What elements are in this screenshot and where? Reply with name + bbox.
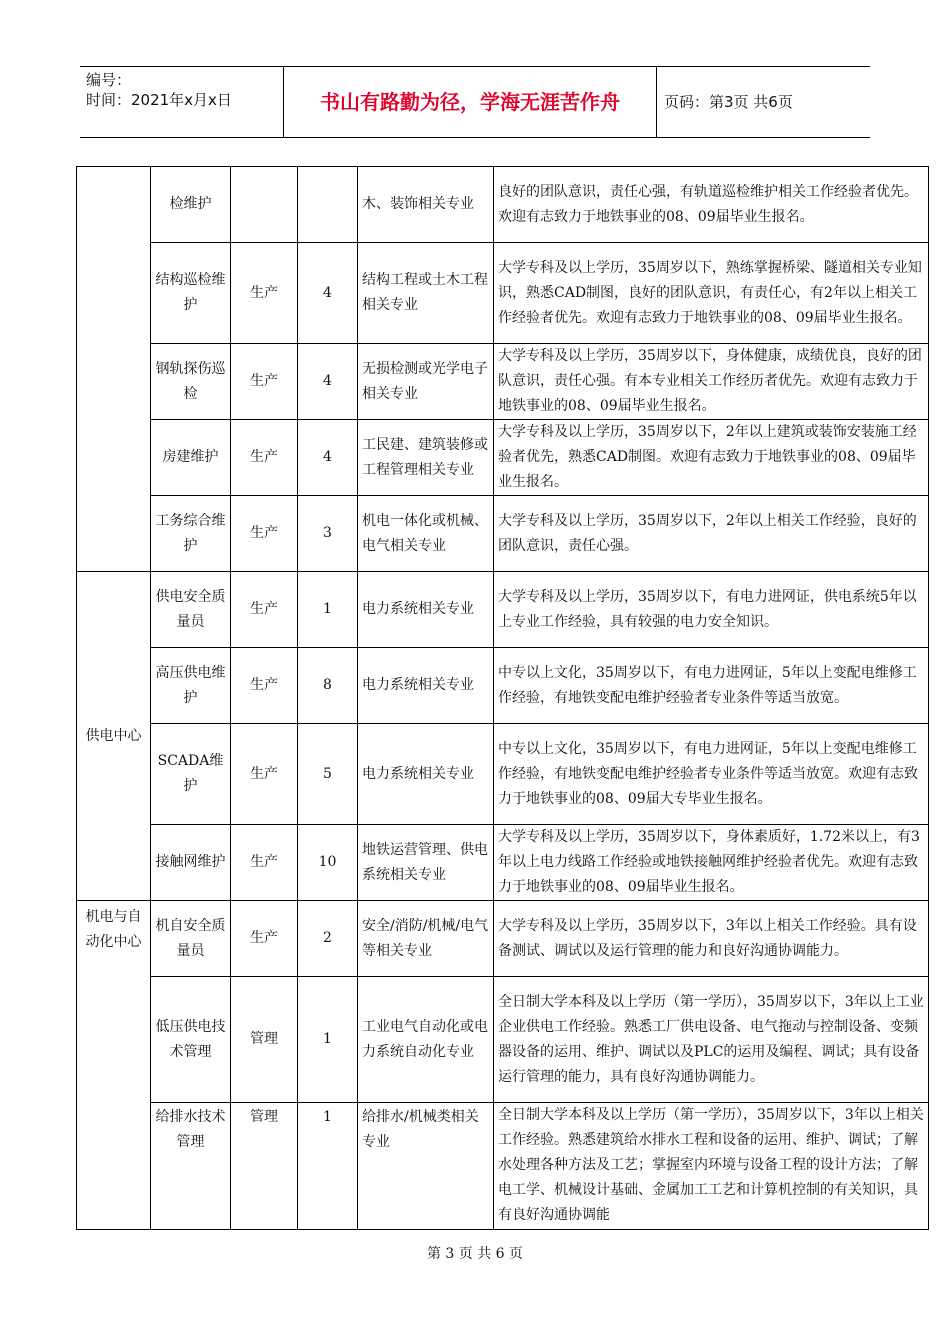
post-cell: 高压供电维护 [151,648,231,724]
count-cell: 10 [298,825,358,901]
type-cell [231,167,298,243]
requirement-cell: 中专以上文化，35周岁以下，有电力进网证，5年以上变配电维修工作经验，有地铁变配电维护经验者专业条件等适当放宽。 [494,648,929,724]
major-cell: 地铁运营管理、供电系统相关专业 [358,825,494,901]
count-cell: 8 [298,648,358,724]
table-row [77,243,929,344]
count-cell: 4 [298,344,358,420]
type-cell: 生产 [231,420,298,496]
post-cell: 机自安全质量员 [151,901,231,977]
table-row [77,724,929,825]
requirement-cell: 大学专科及以上学历，35周岁以下，身体素质好，1.72米以上，有3年以上电力线路工作经验或地铁接触网维护经验者优先。欢迎有志致力于地铁事业的08、09届毕业生报名。 [494,825,929,901]
requirement-cell: 大学专科及以上学历，35周岁以下，熟练掌握桥梁、隧道相关专业知识，熟悉CAD制图，良好的团队意识，有责任心，有2年以上相关工作经验者优先。欢迎有志致力于地铁事业的08、09届毕业生报名。 [494,243,929,344]
motto: 书山有路勤为径，学海无涯苦作舟 [320,90,620,114]
post-cell: 钢轨探伤巡检 [151,344,231,420]
count-cell: 4 [298,420,358,496]
doc-date: 时间：2021年x月x日 [86,91,232,109]
type-cell: 生产 [231,496,298,572]
count-cell: 4 [298,243,358,344]
table-row [77,420,929,496]
count-cell [298,167,358,243]
doc-number-label: 编号： [86,71,132,89]
major-cell: 木、装饰相关专业 [358,167,494,243]
post-cell: 低压供电技术管理 [151,977,231,1103]
post-cell: 结构巡检维护 [151,243,231,344]
type-cell: 管理 [231,1103,298,1230]
major-cell: 电力系统相关专业 [358,572,494,648]
count-cell: 1 [298,1103,358,1230]
major-cell: 给排水/机械类相关专业 [358,1103,494,1230]
type-cell: 生产 [231,572,298,648]
count-cell: 3 [298,496,358,572]
major-cell: 无损检测或光学电子相关专业 [358,344,494,420]
post-cell: 房建维护 [151,420,231,496]
requirement-cell: 良好的团队意识，责任心强，有轨道巡检维护相关工作经验者优先。欢迎有志致力于地铁事业的08、09届毕业生报名。 [494,167,929,243]
type-cell: 生产 [231,344,298,420]
table-row [77,167,929,243]
count-cell: 2 [298,901,358,977]
post-cell: 工务综合维护 [151,496,231,572]
post-cell: 检维护 [151,167,231,243]
table-row [77,496,929,572]
table-row [77,344,929,420]
post-cell: 供电安全质量员 [151,572,231,648]
type-cell: 生产 [231,648,298,724]
major-cell: 安全/消防/机械/电气等相关专业 [358,901,494,977]
requirement-cell: 大学专科及以上学历，35周岁以下，3年以上相关工作经验。具有设备测试、调试以及运行管理的能力和良好沟通协调能力。 [494,901,929,977]
requirement-cell: 中专以上文化，35周岁以下，有电力进网证，5年以上变配电维修工作经验，有地铁变配电维护经验者专业条件等适当放宽。欢迎有志致力于地铁事业的08、09届大专毕业生报名。 [494,724,929,825]
header-motto-cell [283,67,657,137]
count-cell: 1 [298,572,358,648]
dept-cell: 供电中心 [77,572,151,901]
major-cell: 机电一体化或机械、电气相关专业 [358,496,494,572]
type-cell: 管理 [231,977,298,1103]
requirement-cell: 全日制大学本科及以上学历（第一学历），35周岁以下，3年以上工业企业供电工作经验。熟悉工厂供电设备、电气拖动与控制设备、变频器设备的运用、维护、调试以及PLC的运用及编程、调试；具有设备运行管理的能力，具有良好沟通协调能力。 [494,977,929,1103]
major-cell: 电力系统相关专业 [358,724,494,825]
table-row [77,648,929,724]
header-page-cell [656,67,870,137]
dept-cell: 机电与自动化中心 [77,901,151,1230]
requirement-cell: 大学专科及以上学历，35周岁以下，2年以上相关工作经验，良好的团队意识，责任心强。 [494,496,929,572]
requirement-cell: 大学专科及以上学历，35周岁以下，2年以上建筑或装饰安装施工经验者优先，熟悉CAD制图。欢迎有志致力于地铁事业的08、09届毕业生报名。 [494,420,929,496]
count-cell: 5 [298,724,358,825]
type-cell: 生产 [231,825,298,901]
major-cell: 工业电气自动化或电力系统自动化专业 [358,977,494,1103]
page-footer: 第 3 页 共 6 页 [426,1246,524,1262]
major-cell: 结构工程或土木工程相关专业 [358,243,494,344]
requirement-cell: 大学专科及以上学历，35周岁以下，身体健康，成绩优良，良好的团队意识，责任心强。有本专业相关工作经历者优先。欢迎有志致力于地铁事业的08、09届毕业生报名。 [494,344,929,420]
major-cell: 工民建、建筑装修或工程管理相关专业 [358,420,494,496]
type-cell: 生产 [231,724,298,825]
requirement-cell: 全日制大学本科及以上学历（第一学历），35周岁以下，3年以上相关工作经验。熟悉建筑给水排水工程和设备的运用、维护、调试；了解水处理各种方法及工艺；掌握室内环境与设备工程的设计方法；了解电工学、机械设计基础、金属加工工艺和计算机控制的有关知识，具有良好沟通协调能 [494,1103,929,1230]
major-cell: 电力系统相关专业 [358,648,494,724]
dept-cell [77,167,151,572]
requirement-cell: 大学专科及以上学历，35周岁以下，有电力进网证，供电系统5年以上专业工作经验，具有较强的电力安全知识。 [494,572,929,648]
page-info: 页码：第3页 共6页 [664,93,793,111]
type-cell: 生产 [231,243,298,344]
table-row [77,825,929,901]
table-row [77,977,929,1103]
post-cell: 接触网维护 [151,825,231,901]
table-row [77,1103,929,1230]
table-row [77,901,929,977]
count-cell: 1 [298,977,358,1103]
page-header [80,66,870,138]
type-cell: 生产 [231,901,298,977]
recruitment-table [76,166,929,1230]
post-cell: 给排水技术管理 [151,1103,231,1230]
table-row [77,572,929,648]
post-cell: SCADA维护 [151,724,231,825]
header-meta [80,67,283,137]
